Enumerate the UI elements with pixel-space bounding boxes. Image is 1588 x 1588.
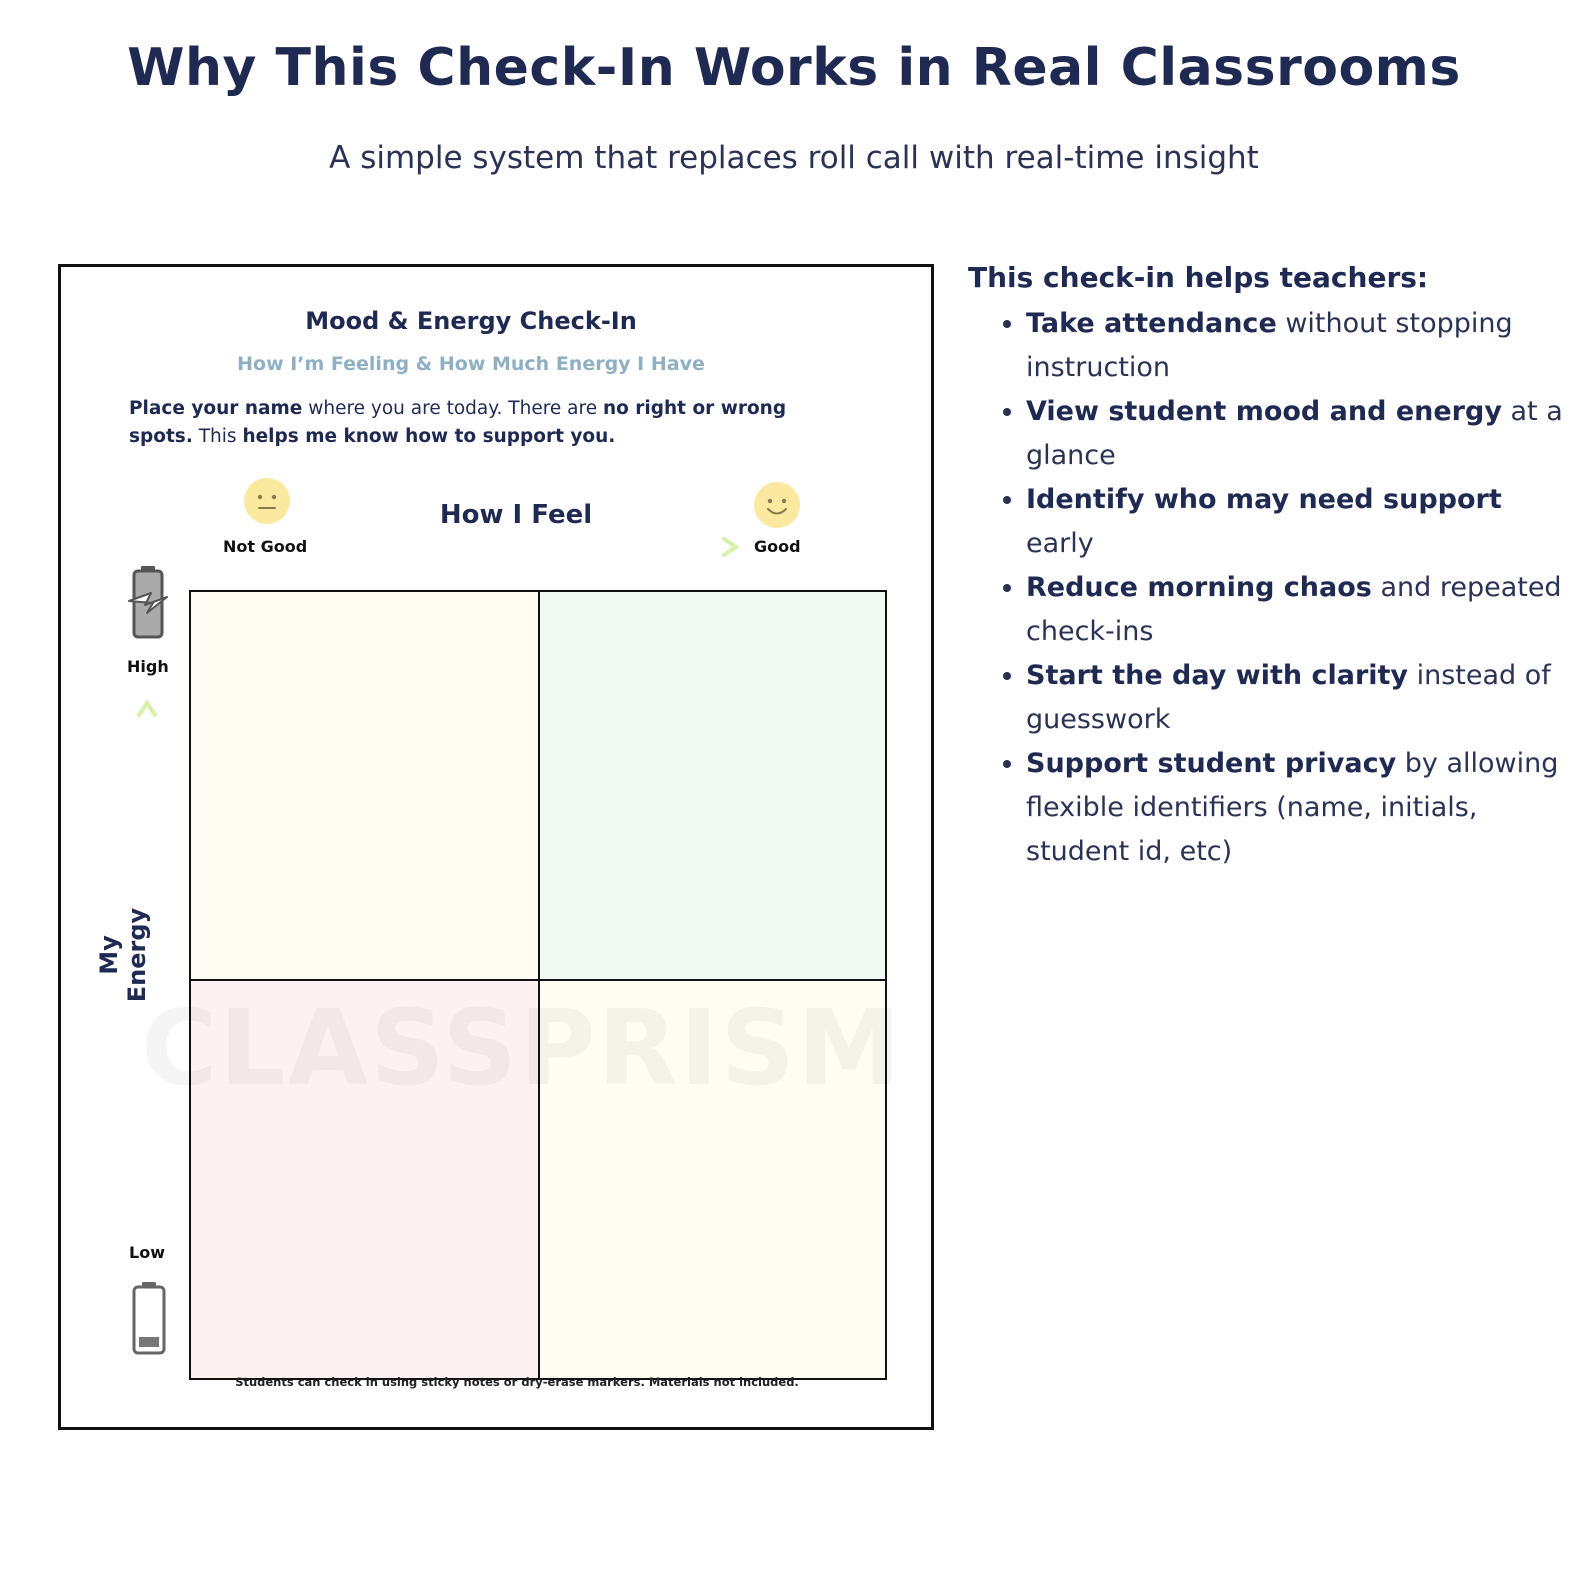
- quadrant-high-energy-good[interactable]: [539, 592, 885, 980]
- benefit-item: [1026, 566, 1568, 654]
- benefit-text: early: [1026, 528, 1094, 559]
- benefit-item: [1026, 478, 1568, 566]
- card-title: Mood & Energy Check-In: [305, 307, 637, 335]
- benefit-item: [1026, 654, 1568, 742]
- check-in-card: [58, 264, 934, 1430]
- benefits-list: [968, 302, 1568, 874]
- benefit-bold: View student mood and energy: [1026, 396, 1502, 427]
- mood-energy-grid[interactable]: [189, 590, 887, 1380]
- battery-charging-icon: [127, 565, 169, 639]
- watermark-logo: [141, 987, 861, 1109]
- benefit-text: without stopping instruction: [1026, 308, 1513, 383]
- benefit-text: at a glance: [1026, 396, 1563, 471]
- instruction-bold-1: Place your name: [129, 398, 303, 419]
- quadrant-high-energy-not-good[interactable]: [191, 592, 539, 980]
- card-subtitle: How I’m Feeling & How Much Energy I Have: [237, 353, 705, 375]
- benefit-bold: Support student privacy: [1026, 748, 1397, 779]
- benefit-item: [1026, 302, 1568, 390]
- instruction-bold-2: no right or wrong spots.: [129, 398, 787, 447]
- x-axis-left-label: Not Good: [223, 537, 308, 556]
- benefit-bold: Identify who may need support: [1026, 484, 1502, 515]
- smiley-face-icon: [753, 481, 801, 529]
- benefit-bold: Start the day with clarity: [1026, 660, 1409, 691]
- grid-horizontal-divider: [191, 979, 885, 981]
- instruction-text-2: This: [192, 426, 243, 447]
- benefit-bold: Take attendance: [1026, 308, 1277, 339]
- benefit-text: and repeated check-ins: [1026, 572, 1562, 647]
- grid-vertical-divider: [538, 592, 540, 1378]
- card-footnote: Students can check in using sticky notes or dry-erase markers. Materials not included.: [235, 1375, 799, 1389]
- benefit-bold: Reduce morning chaos: [1026, 572, 1372, 603]
- y-axis-top-label: High: [127, 657, 169, 676]
- neutral-face-icon: [243, 477, 291, 525]
- page-title: Why This Check-In Works in Real Classrooms: [127, 38, 1461, 98]
- benefit-text: instead of guesswork: [1026, 660, 1551, 735]
- x-axis-arrow: [316, 535, 746, 559]
- y-axis-title: My Energy: [95, 907, 151, 1003]
- x-axis-right-label: Good: [754, 537, 801, 556]
- page-subtitle: A simple system that replaces roll call with real-time insight: [329, 140, 1259, 176]
- benefits-heading: This check-in helps teachers:: [968, 261, 1429, 294]
- y-axis-bottom-label: Low: [129, 1243, 165, 1262]
- benefit-text: by allowing flexible identifiers (name, initials, student id, etc): [1026, 748, 1559, 867]
- benefit-item: [1026, 390, 1568, 478]
- instruction-bold-3: helps me know how to support you.: [242, 426, 616, 447]
- card-instructions: [129, 395, 849, 451]
- benefits-panel: [968, 258, 1568, 874]
- x-axis-title: How I Feel: [439, 500, 593, 530]
- benefit-item: [1026, 742, 1568, 874]
- instruction-text-1: where you are today. There are: [302, 398, 603, 419]
- battery-low-icon: [131, 1281, 167, 1355]
